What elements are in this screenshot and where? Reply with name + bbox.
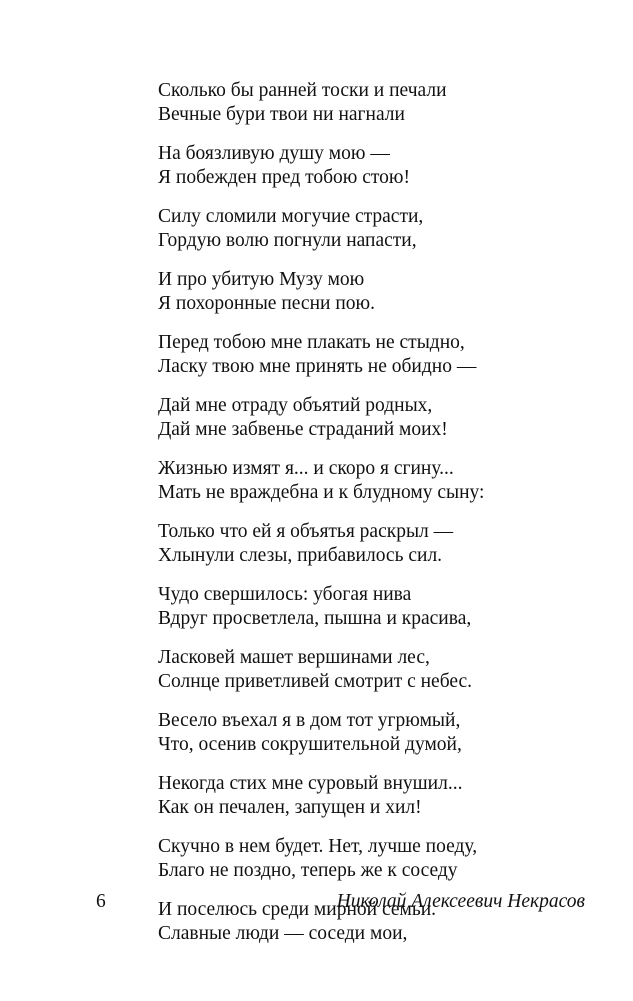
stanza [158,331,578,379]
verse-line: Ласковей машет вершинами лес, [158,647,430,668]
verse-line: Дай мне забвенье страданий моих! [158,419,448,440]
stanza [158,520,578,568]
stanza [158,205,578,253]
verse-line: Некогда стих мне суровый внушил... [158,773,463,794]
verse-line: Как он печален, запущен и хил! [158,797,422,818]
verse-line: Хлынули слезы, прибавилось сил. [158,545,443,566]
verse-line: Благо не поздно, теперь же к соседу [158,860,458,881]
verse-line: Силу сломили могучие страсти, [158,206,424,227]
page-footer [96,890,585,914]
stanza [158,79,578,127]
verse-line: Только что ей я объятья раскрыл — [158,521,454,542]
verse-line: Дай мне отраду объятий родных, [158,395,433,416]
stanza [158,142,578,190]
verse-line: Мать не враждебна и к блудному сыну: [158,482,485,503]
page-number: 6 [96,891,106,912]
verse-line: Я побежден пред тобою стою! [158,167,410,188]
stanza [158,583,578,631]
verse-line: Славные люди — соседи мои, [158,923,408,944]
verse-line: Чудо свершилось: убогая нива [158,584,412,605]
verse-line: Вечные бури твои ни нагнали [158,104,405,125]
stanza [158,394,578,442]
poem-body [158,79,578,961]
stanza [158,268,578,316]
verse-line: Сколько бы ранней тоски и печали [158,80,447,101]
verse-line: Что, осенив сокрушительной думой, [158,734,462,755]
stanza [158,835,578,883]
verse-line: И про убитую Музу мою [158,269,365,290]
stanza [158,457,578,505]
verse-line: Вдруг просветлела, пышна и красива, [158,608,472,629]
stanza [158,772,578,820]
verse-line: Я похоронные песни пою. [158,293,375,314]
verse-line: На боязливую душу мою — [158,143,390,164]
verse-line: Весело въехал я в дом тот угрюмый, [158,710,461,731]
verse-line: Перед тобою мне плакать не стыдно, [158,332,465,353]
verse-line: Солнце приветливей смотрит с небес. [158,671,473,692]
verse-line: Скучно в нем будет. Нет, лучше поеду, [158,836,478,857]
stanza [158,709,578,757]
running-head-author: Николай Алексеевич Некрасов [336,891,585,912]
stanza [158,646,578,694]
verse-line: Ласку твою мне принять не обидно — [158,356,477,377]
verse-line: Жизнью измят я... и скоро я сгину... [158,458,454,479]
verse-line: И поселюсь среди мирной семьи. [158,899,437,920]
verse-line: Гордую волю погнули напасти, [158,230,417,251]
